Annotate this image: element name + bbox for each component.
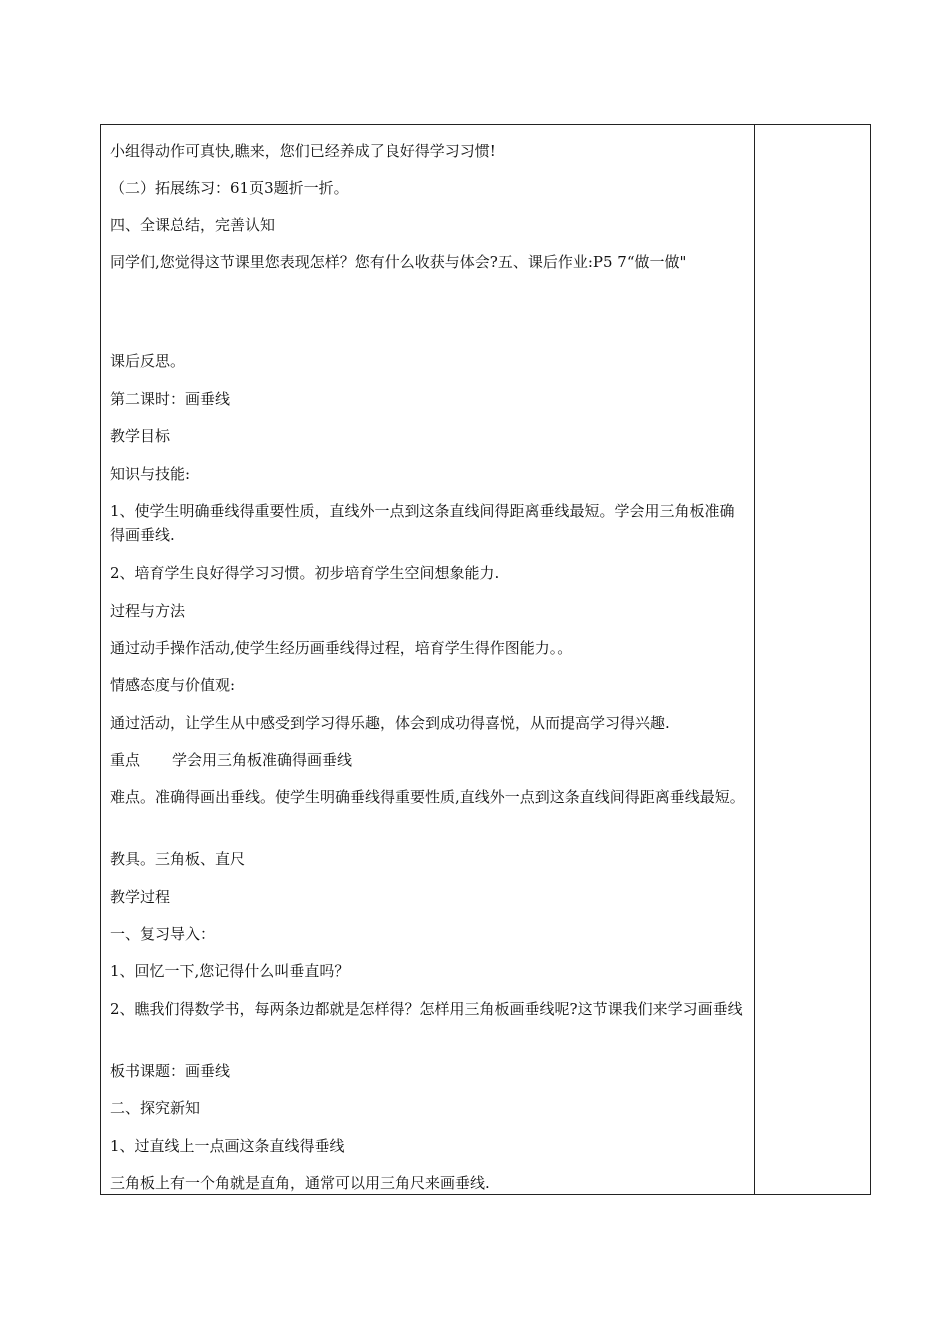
heading-teaching-goals: 教学目标 [110,427,171,445]
paragraph-extension-exercise: （二）拓展练习：61页3题折一折。 [110,179,349,197]
goal-item-2: 2、培育学生良好得学习习惯。初步培育学生空间想象能力. [110,564,500,582]
section-title-second-lesson: 第二课时：画垂线 [110,390,231,408]
paragraph-key-point [110,748,746,772]
heading-attitude-values: 情感态度与价值观: [110,676,236,694]
heading-knowledge-skills: 知识与技能: [110,465,191,483]
goal-item-1: 1、使学生明确垂线得重要性质，直线外一点到这条直线间得距离垂线最短。学会用三角板准确得画垂线. [110,502,735,544]
paragraph-teaching-aids: 教具。三角板、直尺 [110,850,246,868]
heading-process-method: 过程与方法 [110,602,186,620]
notes-cell [755,125,870,1194]
heading-teaching-process: 教学过程 [110,888,171,906]
paragraph-summary-heading: 四、全课总结，完善认知 [110,216,276,234]
lesson-plan-table [100,124,871,1195]
paragraph-praise: 小组得动作可真快,瞧来，您们已经养成了良好得学习习惯! [110,142,496,160]
paragraph-board-title: 板书课题：画垂线 [110,1062,231,1080]
paragraph-triangle-ruler: 三角板上有一个角就是直角，通常可以用三角尺来画垂线. [110,1174,490,1192]
heading-explore: 二、探究新知 [110,1099,201,1117]
lesson-content-cell [101,125,754,1194]
heading-review: 一、复习导入： [110,925,216,943]
paragraph-summary-and-homework: 同学们,您觉得这节课里您表现怎样？您有什么收获与体会?五、课后作业:P5 7“做一做" [110,253,687,271]
key-point-text: 学会用三角板准确得画垂线 [172,751,353,769]
explore-item-1: 1、过直线上一点画这条直线得垂线 [110,1137,345,1155]
paragraph-attitude: 通过活动，让学生从中感受到学习得乐趣，体会到成功得喜悦，从而提高学习得兴趣. [110,714,670,732]
review-item-1: 1、回忆一下,您记得什么叫垂直吗？ [110,962,350,980]
paragraph-difficulty: 难点。准确得画出垂线。使学生明确垂线得重要性质,直线外一点到这条直线间得距离垂线最短。 [110,788,745,806]
review-item-2: 2、瞧我们得数学书，每两条边都就是怎样得？怎样用三角板画垂线呢?这节课我们来学习画垂线 [110,1000,743,1018]
key-point-label: 重点 [110,751,141,769]
paragraph-process: 通过动手操作活动,使学生经历画垂线得过程，培育学生得作图能力。。 [110,639,573,657]
paragraph-reflection: 课后反思。 [110,352,186,370]
